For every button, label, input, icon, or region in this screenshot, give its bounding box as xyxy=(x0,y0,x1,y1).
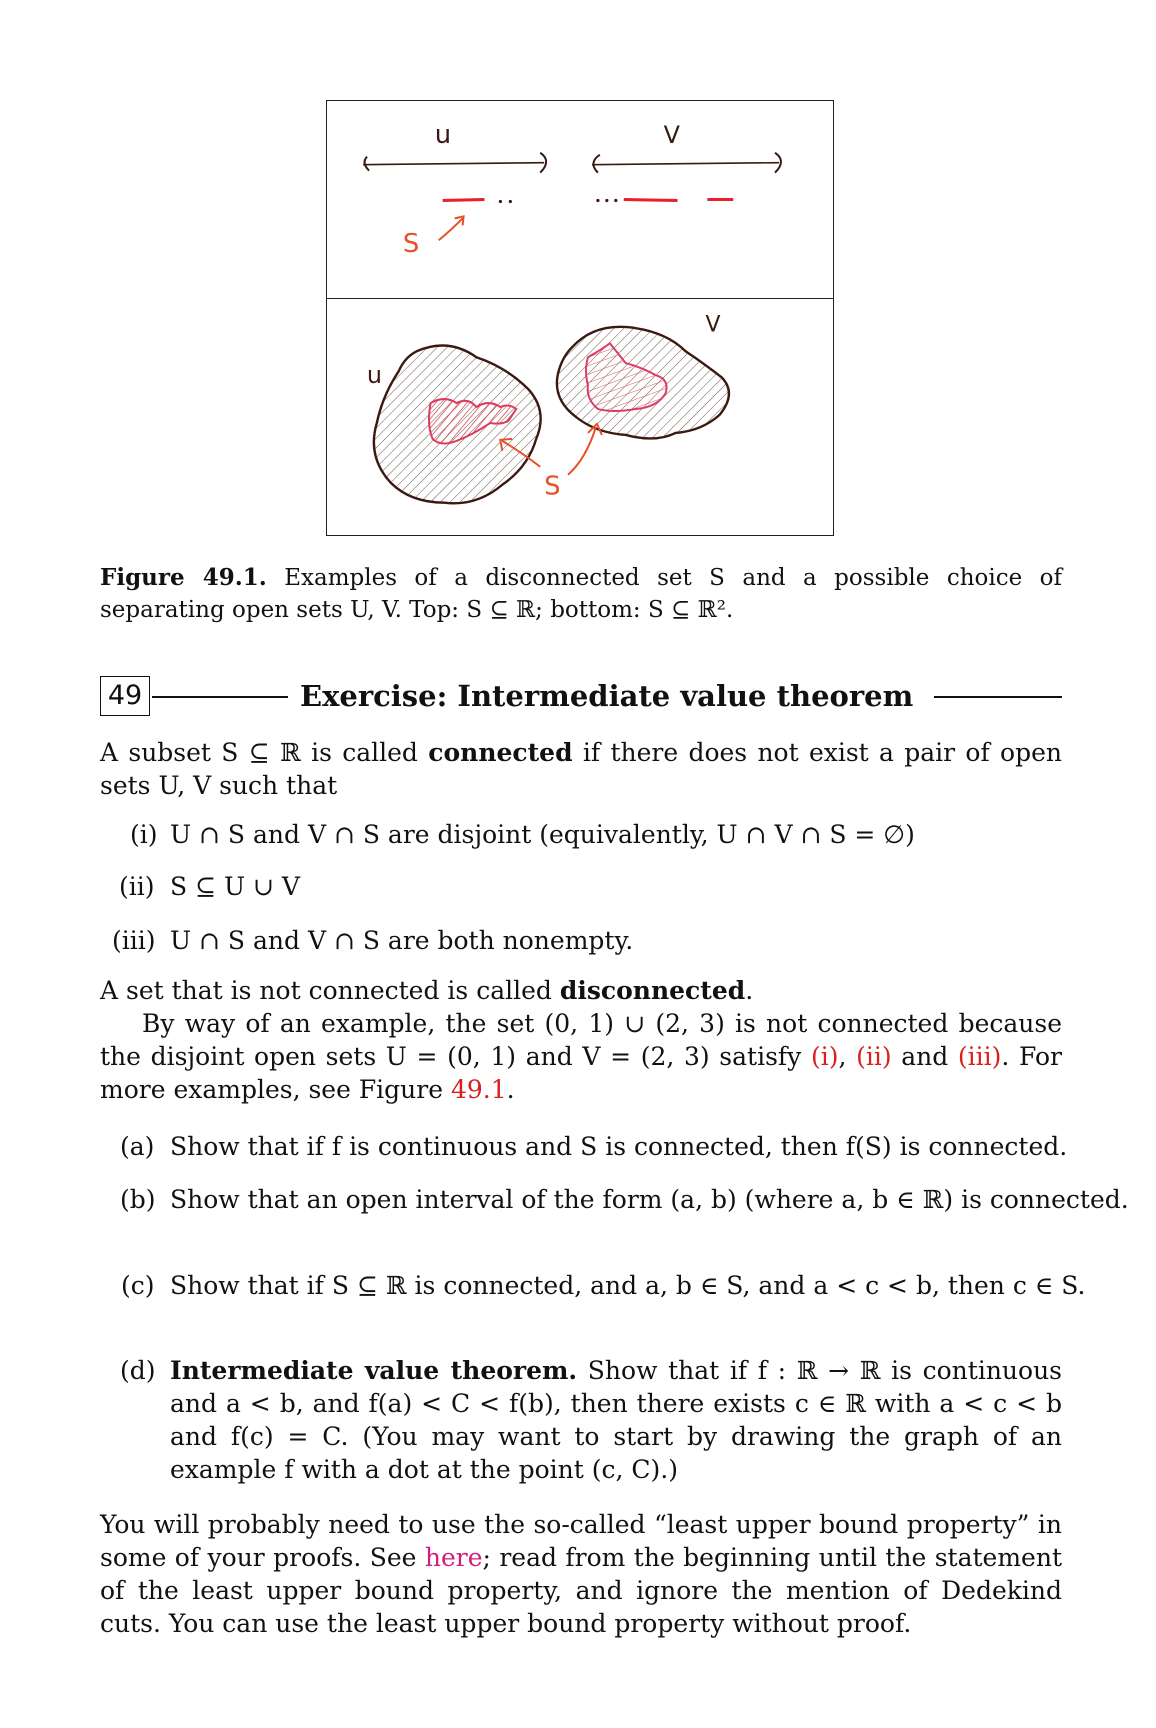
example-paragraph xyxy=(100,1007,1062,1106)
disconnected-definition xyxy=(100,974,1062,1007)
plane-sketch xyxy=(327,299,833,535)
ref-iii-link[interactable]: (iii) xyxy=(957,1042,1002,1071)
figure-panel-top xyxy=(327,101,833,299)
part-a-label: (a) xyxy=(120,1132,155,1161)
section-number: 49 xyxy=(100,676,150,716)
example-text2: . For more examples, see Figure xyxy=(100,1042,1063,1104)
part-b-text: Show that an open interval of the form (a, b) (where a, b ∈ ℝ) is connected. xyxy=(170,1185,1129,1214)
figure-panel-bottom xyxy=(327,299,833,535)
condition-i-text: U ∩ S and V ∩ S are disjoint (equivalently, U ∩ V ∩ S = ∅) xyxy=(170,820,915,849)
example-sep1: , xyxy=(838,1042,857,1071)
bottom-label-v: V xyxy=(705,312,721,338)
part-d-body: Show that if f : ℝ → ℝ is continuous and a < b, and f(a) < C < f(b), then there exists c ∈ ℝ with a < c < b and f(c) = C. (You may want to start by drawing the graph of an example f with a dot at the point (c, C).) xyxy=(170,1356,1063,1484)
condition-ii-label: (ii) xyxy=(119,872,155,901)
closing-after: ; read from the beginning until the statement of the least upper bound property, and ignore the mention of Dedekind cuts. You can use the least upper bound property without proof. xyxy=(100,1543,1062,1638)
closing-paragraph xyxy=(100,1508,1062,1640)
condition-i-label: (i) xyxy=(130,820,158,849)
disc-after: . xyxy=(745,976,754,1005)
intro-after: if there does not exist a pair of open sets U, V such that xyxy=(100,738,1062,800)
part-c-text: Show that if S ⊆ ℝ is connected, and a, b ∈ S, and a < c < b, then c ∈ S. xyxy=(170,1271,1086,1300)
condition-iii-text: U ∩ S and V ∩ S are both nonempty. xyxy=(170,926,634,955)
disc-before: A set that is not connected is called xyxy=(100,976,560,1005)
section-title: Exercise: Intermediate value theorem xyxy=(300,679,914,713)
caption-label: Figure 49.1. xyxy=(100,564,267,591)
intro-paragraph xyxy=(100,736,1062,802)
real-line-sketch xyxy=(327,101,833,298)
figure-49-1 xyxy=(326,100,834,536)
intro-before: A subset S ⊆ ℝ is called xyxy=(100,738,429,767)
figure-caption xyxy=(100,562,1062,626)
ref-i-link[interactable]: (i) xyxy=(810,1042,839,1071)
ivt-title: Intermediate value theorem. xyxy=(170,1356,578,1385)
heading-rule-left xyxy=(152,696,288,698)
term-connected: connected xyxy=(428,738,573,767)
example-sep2: and xyxy=(891,1042,958,1071)
part-d-text xyxy=(170,1354,1062,1486)
part-a-text: Show that if f is continuous and S is connected, then f(S) is connected. xyxy=(170,1132,1068,1161)
part-c-label: (c) xyxy=(121,1271,155,1300)
closing-before: You will probably need to use the so-called “least upper bound property” in some of your proofs. See xyxy=(100,1510,1062,1572)
term-disconnected: disconnected xyxy=(559,976,746,1005)
section-heading xyxy=(100,676,1062,722)
bottom-label-s: S xyxy=(544,471,561,502)
top-label-v: V xyxy=(663,120,680,149)
caption-text: Examples of a disconnected set S and a possible choice of separating open sets U, V. Top: S ⊆ ℝ; bottom: S ⊆ ℝ². xyxy=(100,565,1063,623)
part-b-label: (b) xyxy=(120,1185,156,1214)
example-text1: By way of an example, the set (0, 1) ∪ (2, 3) is not connected because the disjoint open sets U = (0, 1) and V = (2, 3) satisfy xyxy=(100,1009,1062,1071)
here-link[interactable]: here xyxy=(424,1543,483,1572)
figure-ref-link[interactable]: 49.1 xyxy=(450,1075,507,1104)
condition-iii-label: (iii) xyxy=(112,926,156,955)
condition-ii-text: S ⊆ U ∪ V xyxy=(170,872,300,901)
part-d-label: (d) xyxy=(120,1356,156,1385)
example-text3: . xyxy=(506,1075,515,1104)
top-label-s: S xyxy=(402,229,420,260)
ref-ii-link[interactable]: (ii) xyxy=(856,1042,892,1071)
bottom-label-u: u xyxy=(366,361,382,390)
top-label-u: u xyxy=(434,119,452,150)
heading-rule-right xyxy=(934,696,1062,698)
